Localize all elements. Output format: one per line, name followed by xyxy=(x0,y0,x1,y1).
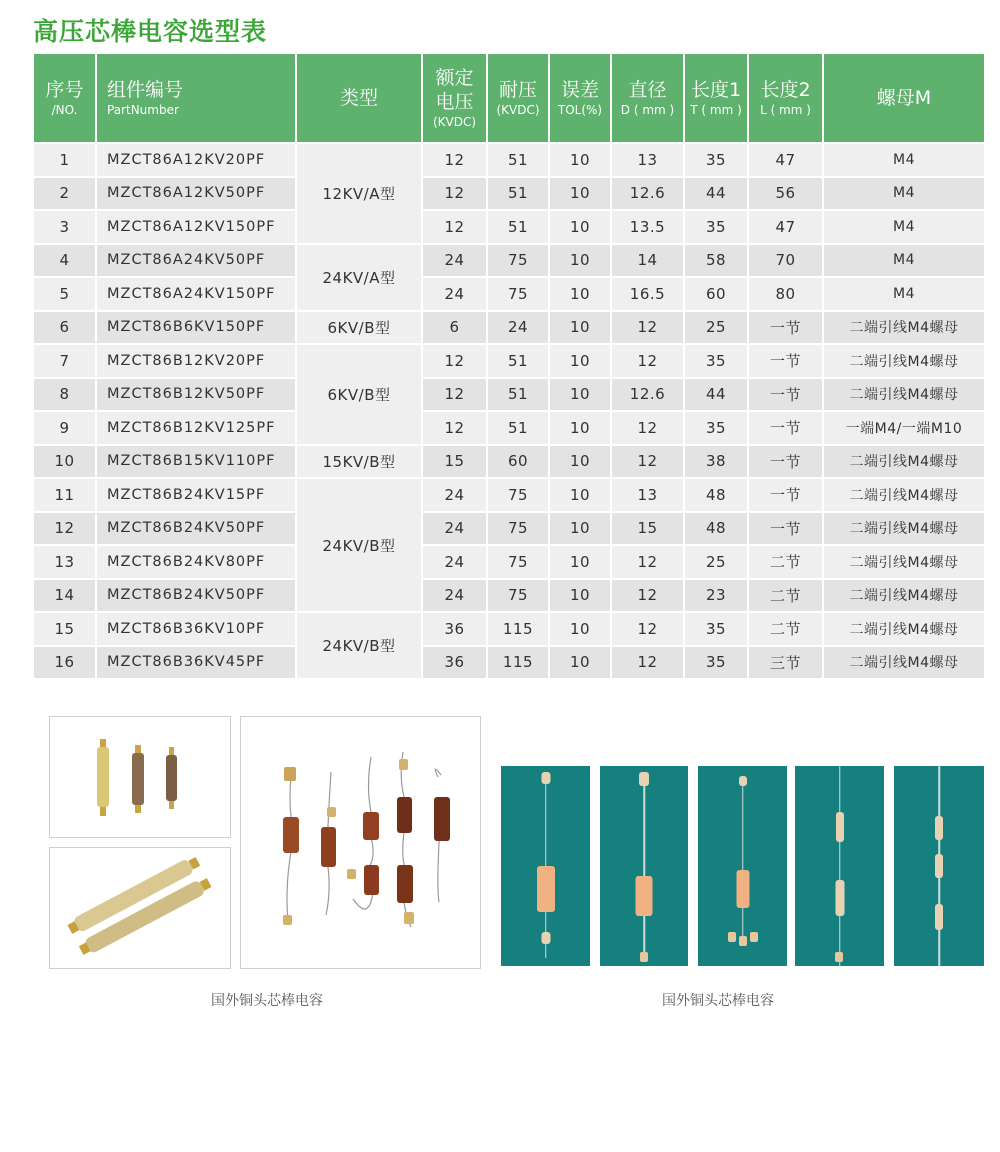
header-part-number: 组件编号 PartNumber xyxy=(97,54,295,142)
table-row xyxy=(34,245,984,277)
cell-no: 10 xyxy=(34,446,95,478)
cell-tolerance: 10 xyxy=(550,647,610,679)
photo-teal-4 xyxy=(795,766,884,966)
cell-rated-voltage: 24 xyxy=(423,513,486,545)
cell-part-number: MZCT86A12KV20PF xyxy=(97,144,295,176)
cell-rated-voltage: 12 xyxy=(423,144,486,176)
cell-withstand-voltage: 51 xyxy=(488,211,548,243)
photo-brown-capacitors xyxy=(240,716,481,969)
cell-length2: 70 xyxy=(749,245,822,277)
cell-type: 6KV/B型 xyxy=(297,312,421,344)
cell-length2: 二节 xyxy=(749,580,822,612)
cell-length1: 35 xyxy=(685,647,747,679)
cell-diameter: 13 xyxy=(612,144,683,176)
cell-part-number: MZCT86A12KV150PF xyxy=(97,211,295,243)
cell-length1: 23 xyxy=(685,580,747,612)
header-length1: 长度1 T ( mm ) xyxy=(685,54,747,142)
table-row xyxy=(34,178,984,210)
cell-no: 3 xyxy=(34,211,95,243)
cell-withstand-voltage: 75 xyxy=(488,479,548,511)
cell-nut: 二端引线M4螺母 xyxy=(824,345,984,377)
cell-tolerance: 10 xyxy=(550,446,610,478)
cell-tolerance: 10 xyxy=(550,613,610,645)
cell-rated-voltage: 6 xyxy=(423,312,486,344)
caption-right: 国外铜头芯棒电容 xyxy=(662,993,774,1009)
table-row xyxy=(34,211,984,243)
cell-nut: M4 xyxy=(824,245,984,277)
cell-no: 1 xyxy=(34,144,95,176)
cell-diameter: 13.5 xyxy=(612,211,683,243)
cell-nut: 二端引线M4螺母 xyxy=(824,647,984,679)
table-header-row xyxy=(34,54,984,142)
table-row xyxy=(34,379,984,411)
cell-nut: 一端M4/一端M10 xyxy=(824,412,984,444)
table-body xyxy=(34,144,984,678)
cell-rated-voltage: 12 xyxy=(423,178,486,210)
cell-no: 16 xyxy=(34,647,95,679)
cell-type: 24KV/B型 xyxy=(297,613,421,678)
cell-diameter: 12 xyxy=(612,613,683,645)
table-row xyxy=(34,345,984,377)
cell-diameter: 12 xyxy=(612,580,683,612)
cell-nut: 二端引线M4螺母 xyxy=(824,479,984,511)
cell-withstand-voltage: 51 xyxy=(488,379,548,411)
cell-diameter: 12.6 xyxy=(612,178,683,210)
cell-part-number: MZCT86B24KV50PF xyxy=(97,580,295,612)
capacitor-long-rods-image xyxy=(50,848,230,968)
cell-part-number: MZCT86B24KV15PF xyxy=(97,479,295,511)
cell-no: 13 xyxy=(34,546,95,578)
cell-part-number: MZCT86B36KV45PF xyxy=(97,647,295,679)
cell-length2: 二节 xyxy=(749,613,822,645)
cell-length1: 58 xyxy=(685,245,747,277)
photo-teal-2 xyxy=(600,766,688,966)
cell-withstand-voltage: 115 xyxy=(488,647,548,679)
cell-tolerance: 10 xyxy=(550,412,610,444)
header-tolerance: 误差 TOL(%) xyxy=(550,54,610,142)
cell-tolerance: 10 xyxy=(550,546,610,578)
table-row xyxy=(34,479,984,511)
caption-left: 国外铜头芯棒电容 xyxy=(211,993,323,1009)
cell-nut: 二端引线M4螺母 xyxy=(824,379,984,411)
cell-length2: 47 xyxy=(749,211,822,243)
cell-length2: 47 xyxy=(749,144,822,176)
cell-length2: 一节 xyxy=(749,345,822,377)
cell-diameter: 12 xyxy=(612,312,683,344)
cell-length1: 25 xyxy=(685,312,747,344)
cell-no: 15 xyxy=(34,613,95,645)
header-rated-voltage: 额定 电压 (KVDC) xyxy=(423,54,486,142)
cell-part-number: MZCT86B15KV110PF xyxy=(97,446,295,478)
cell-diameter: 12 xyxy=(612,546,683,578)
cell-length2: 一节 xyxy=(749,312,822,344)
table-row xyxy=(34,580,984,612)
cell-length1: 38 xyxy=(685,446,747,478)
cell-withstand-voltage: 24 xyxy=(488,312,548,344)
cell-withstand-voltage: 115 xyxy=(488,613,548,645)
cell-no: 12 xyxy=(34,513,95,545)
cell-nut: M4 xyxy=(824,278,984,310)
cell-diameter: 12 xyxy=(612,446,683,478)
cell-type: 15KV/B型 xyxy=(297,446,421,478)
table-row xyxy=(34,278,984,310)
cell-length1: 48 xyxy=(685,479,747,511)
cell-no: 8 xyxy=(34,379,95,411)
photo-teal-1 xyxy=(501,766,590,966)
cell-rated-voltage: 24 xyxy=(423,245,486,277)
cell-rated-voltage: 24 xyxy=(423,278,486,310)
page-title: 高压芯棒电容选型表 xyxy=(33,17,268,46)
cell-length2: 一节 xyxy=(749,479,822,511)
cell-part-number: MZCT86B12KV20PF xyxy=(97,345,295,377)
cell-length1: 25 xyxy=(685,546,747,578)
cell-rated-voltage: 12 xyxy=(423,412,486,444)
header-length2: 长度2 L ( mm ) xyxy=(749,54,822,142)
cell-withstand-voltage: 75 xyxy=(488,580,548,612)
table-row xyxy=(34,446,984,478)
cell-tolerance: 10 xyxy=(550,345,610,377)
cell-tolerance: 10 xyxy=(550,580,610,612)
cell-length1: 48 xyxy=(685,513,747,545)
cell-tolerance: 10 xyxy=(550,211,610,243)
cell-no: 11 xyxy=(34,479,95,511)
cell-length1: 44 xyxy=(685,379,747,411)
cell-length2: 一节 xyxy=(749,513,822,545)
cell-no: 5 xyxy=(34,278,95,310)
cell-nut: 二端引线M4螺母 xyxy=(824,580,984,612)
header-no: 序号 /NO. xyxy=(34,54,95,142)
header-diameter: 直径 D ( mm ) xyxy=(612,54,683,142)
table-row xyxy=(34,412,984,444)
cell-length2: 二节 xyxy=(749,546,822,578)
cell-tolerance: 10 xyxy=(550,144,610,176)
cell-part-number: MZCT86A12KV50PF xyxy=(97,178,295,210)
cell-length2: 三节 xyxy=(749,647,822,679)
cell-tolerance: 10 xyxy=(550,312,610,344)
cell-tolerance: 10 xyxy=(550,278,610,310)
cell-length1: 35 xyxy=(685,144,747,176)
cell-withstand-voltage: 60 xyxy=(488,446,548,478)
brown-capacitors-image xyxy=(241,717,480,968)
cell-withstand-voltage: 51 xyxy=(488,144,548,176)
cell-rated-voltage: 36 xyxy=(423,647,486,679)
cell-part-number: MZCT86B24KV80PF xyxy=(97,546,295,578)
cell-diameter: 15 xyxy=(612,513,683,545)
cell-no: 9 xyxy=(34,412,95,444)
capacitor-rods-image xyxy=(50,717,230,837)
cell-length1: 35 xyxy=(685,613,747,645)
cell-length1: 35 xyxy=(685,345,747,377)
cell-length2: 一节 xyxy=(749,379,822,411)
cell-diameter: 12.6 xyxy=(612,379,683,411)
cell-tolerance: 10 xyxy=(550,178,610,210)
cell-diameter: 14 xyxy=(612,245,683,277)
cell-rated-voltage: 24 xyxy=(423,479,486,511)
cell-diameter: 12 xyxy=(612,412,683,444)
photo-yellow-capacitors xyxy=(49,716,231,838)
cell-diameter: 12 xyxy=(612,647,683,679)
cell-diameter: 12 xyxy=(612,345,683,377)
cell-part-number: MZCT86B6KV150PF xyxy=(97,312,295,344)
cell-tolerance: 10 xyxy=(550,513,610,545)
cell-nut: 二端引线M4螺母 xyxy=(824,513,984,545)
table-row xyxy=(34,513,984,545)
header-nut: 螺母M xyxy=(824,54,984,142)
cell-nut: 二端引线M4螺母 xyxy=(824,312,984,344)
cell-part-number: MZCT86A24KV50PF xyxy=(97,245,295,277)
cell-no: 14 xyxy=(34,580,95,612)
cell-tolerance: 10 xyxy=(550,379,610,411)
photo-teal-5 xyxy=(894,766,984,966)
cell-no: 2 xyxy=(34,178,95,210)
header-withstand-voltage: 耐压 (KVDC) xyxy=(488,54,548,142)
table-row xyxy=(34,144,984,176)
cell-withstand-voltage: 75 xyxy=(488,513,548,545)
cell-withstand-voltage: 51 xyxy=(488,178,548,210)
cell-diameter: 13 xyxy=(612,479,683,511)
cell-tolerance: 10 xyxy=(550,245,610,277)
cell-nut: 二端引线M4螺母 xyxy=(824,446,984,478)
cell-rated-voltage: 12 xyxy=(423,379,486,411)
cell-length2: 一节 xyxy=(749,446,822,478)
cell-part-number: MZCT86B12KV125PF xyxy=(97,412,295,444)
cell-rated-voltage: 24 xyxy=(423,580,486,612)
photo-teal-3 xyxy=(698,766,787,966)
cell-diameter: 16.5 xyxy=(612,278,683,310)
cell-length1: 60 xyxy=(685,278,747,310)
cell-no: 6 xyxy=(34,312,95,344)
table-row xyxy=(34,546,984,578)
cell-length1: 44 xyxy=(685,178,747,210)
cell-length2: 80 xyxy=(749,278,822,310)
cell-rated-voltage: 12 xyxy=(423,345,486,377)
cell-tolerance: 10 xyxy=(550,479,610,511)
table-row xyxy=(34,647,984,679)
cell-rated-voltage: 36 xyxy=(423,613,486,645)
cell-rated-voltage: 15 xyxy=(423,446,486,478)
cell-nut: M4 xyxy=(824,211,984,243)
cell-rated-voltage: 24 xyxy=(423,546,486,578)
cell-no: 4 xyxy=(34,245,95,277)
cell-length2: 一节 xyxy=(749,412,822,444)
photo-long-capacitors xyxy=(49,847,231,969)
cell-part-number: MZCT86B24KV50PF xyxy=(97,513,295,545)
cell-nut: 二端引线M4螺母 xyxy=(824,546,984,578)
cell-nut: M4 xyxy=(824,144,984,176)
spec-table xyxy=(32,52,986,680)
cell-part-number: MZCT86B36KV10PF xyxy=(97,613,295,645)
cell-withstand-voltage: 75 xyxy=(488,245,548,277)
cell-part-number: MZCT86A24KV150PF xyxy=(97,278,295,310)
cell-length2: 56 xyxy=(749,178,822,210)
cell-rated-voltage: 12 xyxy=(423,211,486,243)
table-row xyxy=(34,613,984,645)
cell-nut: 二端引线M4螺母 xyxy=(824,613,984,645)
cell-withstand-voltage: 51 xyxy=(488,345,548,377)
cell-type: 24KV/B型 xyxy=(297,479,421,611)
cell-nut: M4 xyxy=(824,178,984,210)
cell-type: 6KV/B型 xyxy=(297,345,421,444)
cell-part-number: MZCT86B12KV50PF xyxy=(97,379,295,411)
cell-length1: 35 xyxy=(685,211,747,243)
cell-withstand-voltage: 75 xyxy=(488,546,548,578)
header-type: 类型 xyxy=(297,54,421,142)
cell-withstand-voltage: 51 xyxy=(488,412,548,444)
cell-withstand-voltage: 75 xyxy=(488,278,548,310)
cell-type: 12KV/A型 xyxy=(297,144,421,243)
cell-type: 24KV/A型 xyxy=(297,245,421,310)
cell-no: 7 xyxy=(34,345,95,377)
cell-length1: 35 xyxy=(685,412,747,444)
table-row xyxy=(34,312,984,344)
